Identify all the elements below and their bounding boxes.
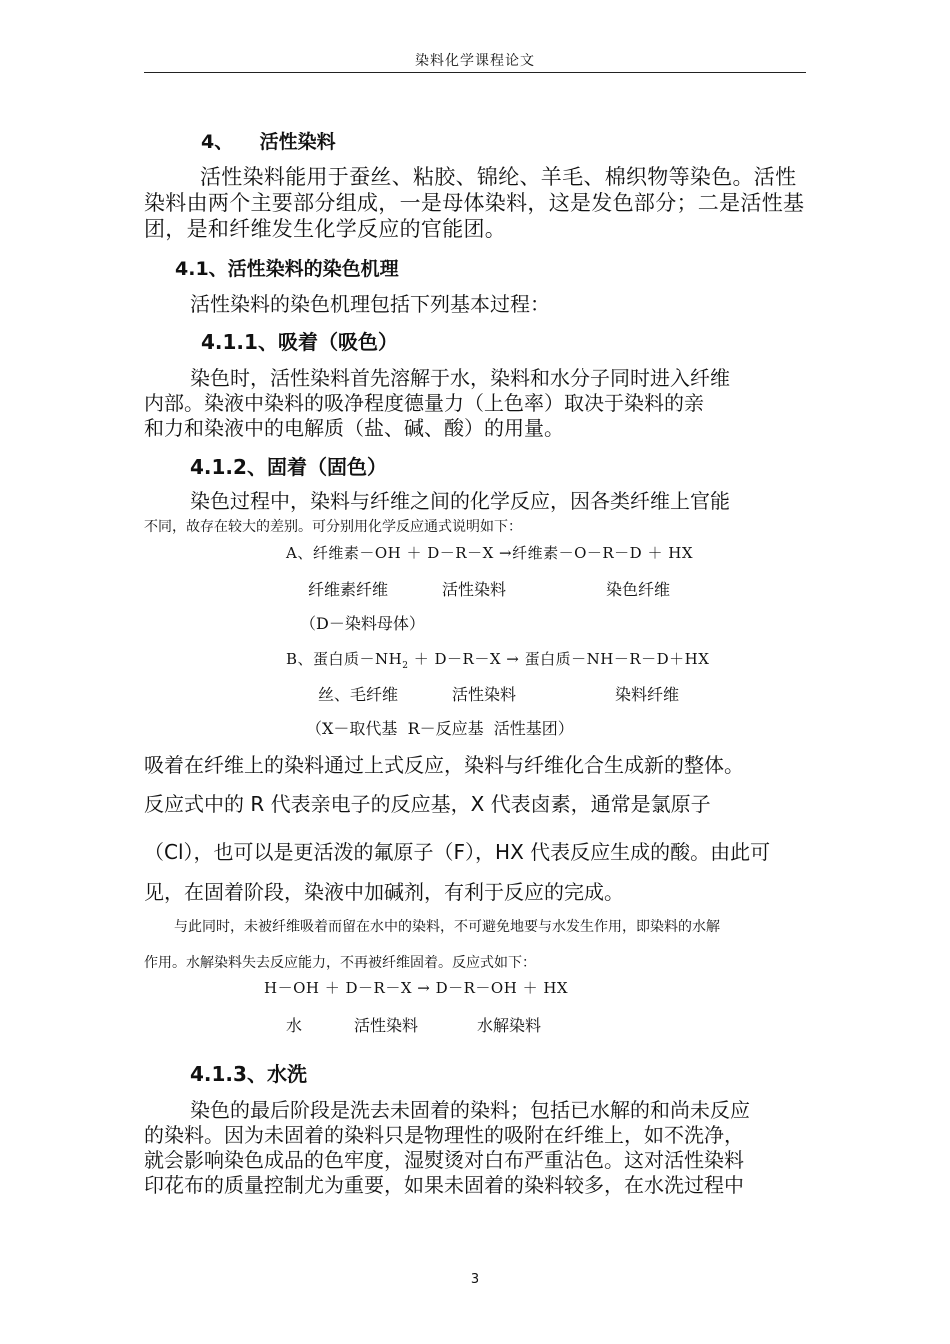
formula-b-label: 活性染料 (452, 685, 517, 704)
hydrolysis-line: 作用。水解染料失去反应能力，不再被纤维固着。反应式如下： (144, 955, 536, 971)
section-4-1-3-line: 印花布的质量控制尤为重要，如果未固着的染料较多，在水洗过程中 (144, 1173, 744, 1197)
explanation-line: 见，在固着阶段，染液中加碱剂，有利于反应的完成。 (144, 880, 624, 904)
section-4-1-3-line: 就会影响染色成品的色牢度，湿熨烫对白布严重沾色。这对活性染料 (144, 1148, 744, 1172)
explanation-line: 反应式中的 R 代表亲电子的反应基，X 代表卤素，通常是氯原子 (144, 792, 711, 816)
page-header: 染料化学课程论文 (415, 53, 535, 69)
explanation-line: 吸着在纤维上的染料通过上式反应，染料与纤维化合生成新的整体。 (144, 753, 744, 777)
formula-c: H－OH ＋ D－R－X → D－R－OH ＋ HX (264, 979, 569, 997)
formula-c-label: 活性染料 (354, 1016, 419, 1035)
page-number: 3 (470, 1272, 480, 1287)
section-4-1-3-heading: 4.1.3、水洗 (190, 1062, 307, 1086)
section-4-1-2-line: 不同，故存在较大的差别。可分别用化学反应通式说明如下： (144, 519, 522, 535)
section-4-1-intro: 活性染料的染色机理包括下列基本过程： (190, 292, 550, 316)
formula-a: A、纤维素－OH ＋ D－R－X →纤维素－O－R－D ＋ HX (286, 544, 693, 562)
header-rule (144, 72, 806, 73)
formula-c-label: 水 (286, 1016, 303, 1035)
section-4-1-1-line: 染色时，活性染料首先溶解于水，染料和水分子同时进入纤维 (190, 366, 730, 390)
formula-b-label: 染料纤维 (615, 685, 680, 704)
section-4-1-3-line: 的染料。因为未固着的染料只是物理性的吸附在纤维上，如不洗净， (144, 1123, 744, 1147)
section-4-heading: 4、 活性染料 (201, 131, 336, 153)
hydrolysis-line: 与此同时，未被纤维吸着而留在水中的染料，不可避免地要与水发生作用，即染料的水解 (174, 919, 720, 935)
section-4-1-1-line: 和力和染液中的电解质（盐、碱、酸）的用量。 (144, 416, 564, 440)
formula-c-label: 水解染料 (477, 1016, 542, 1035)
formula-b-label: 丝、毛纤维 (318, 685, 399, 704)
formula-b: B、蛋白质$-NH_2 + D-R-X$ → 蛋白质－NH－R－D＋HX (286, 650, 710, 671)
formula-a-label: 染色纤维 (606, 580, 671, 599)
explanation-line: （Cl），也可以是更活泼的氟原子（F），HX 代表反应生成的酸。由此可 (144, 840, 771, 864)
section-4-1-2-heading: 4.1.2、固着（固色） (190, 455, 387, 479)
section-4-intro: 活性染料能用于蚕丝、粘胶、锦纶、羊毛、棉织物等染色。活性染料由两个主要部分组成，一是母体染料，这是发色部分；二是活性基团，是和纤维发生化学反应的官能团。 (144, 165, 805, 241)
section-4-1-3-line: 染色的最后阶段是洗去未固着的染料；包括已水解的和尚未反应 (190, 1098, 750, 1122)
formula-a-label: 活性染料 (442, 580, 507, 599)
section-4-1-1-line: 内部。染液中染料的吸净程度德量力（上色率）取决于染料的亲 (144, 391, 704, 415)
formula-a-note: （D－染料母体） (300, 614, 425, 633)
section-4-1-2-line: 染色过程中，染料与纤维之间的化学反应，因各类纤维上官能 (190, 489, 730, 513)
section-4-1-heading: 4.1、活性染料的染色机理 (175, 258, 399, 280)
section-4-1-1-heading: 4.1.1、吸着（吸色） (201, 330, 398, 354)
formula-a-label: 纤维素纤维 (308, 580, 389, 599)
formula-b-note: （X－取代基 R－反应基 活性基团） (306, 719, 574, 738)
